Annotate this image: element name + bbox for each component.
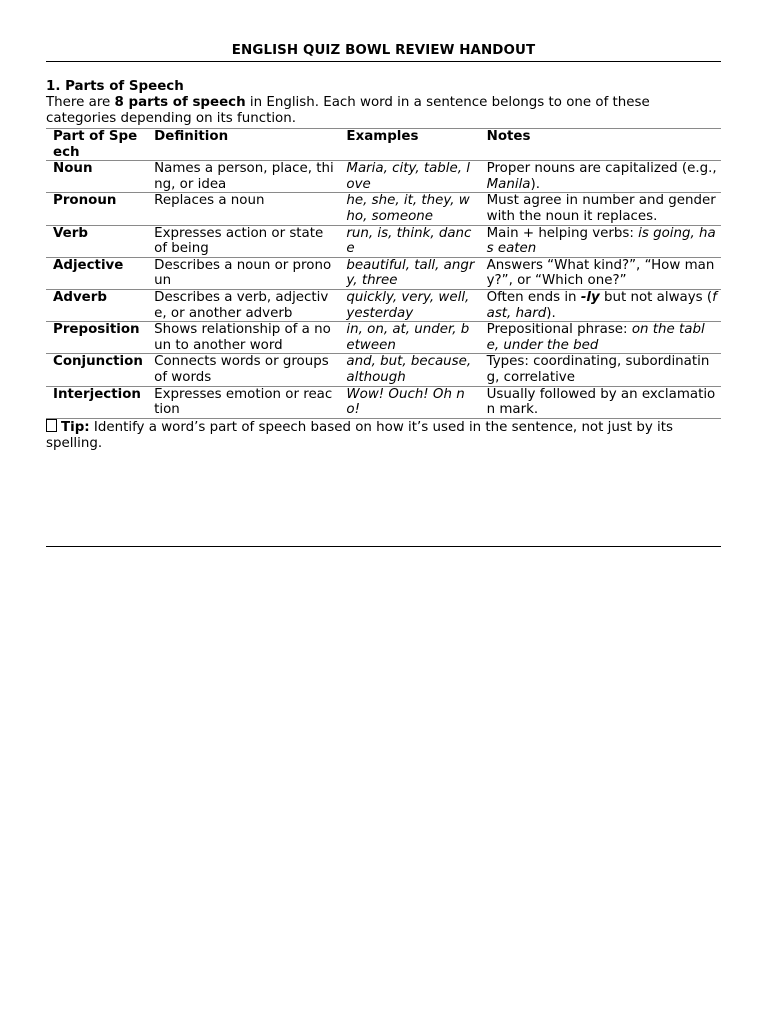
section-intro (46, 95, 721, 127)
part-cell: Preposition (46, 322, 147, 354)
notes-text: ). (530, 176, 541, 192)
part-cell: Adverb (46, 289, 147, 321)
intro-emphasis: 8 parts of speech (114, 95, 246, 110)
notes-cell (480, 322, 721, 354)
examples-cell: in, on, at, under, between (339, 322, 479, 354)
definition-cell: Expresses emotion or reaction (147, 386, 339, 418)
definition-cell: Connects words or groups of words (147, 354, 339, 386)
definition-cell: Describes a verb, adjective, or another adverb (147, 289, 339, 321)
column-header-examples: Examples (339, 129, 479, 161)
tip-label: Tip: (61, 419, 90, 435)
document-title: ENGLISH QUIZ BOWL REVIEW HANDOUT (231, 43, 536, 58)
column-header-notes: Notes (480, 129, 721, 161)
examples-cell: he, she, it, they, who, someone (339, 193, 479, 225)
examples-cell: and, but, because, although (339, 354, 479, 386)
notes-cell (480, 225, 721, 257)
notes-cell (480, 193, 721, 225)
notes-text: -ly (580, 289, 600, 305)
title-divider (46, 61, 721, 62)
examples-cell: beautiful, tall, angry, three (339, 257, 479, 289)
notes-text: on the table, under the bed (486, 322, 705, 353)
examples-cell: quickly, very, well, yesterday (339, 289, 479, 321)
notes-text: Usually followed by an exclamation mark. (486, 386, 716, 418)
table-row (46, 289, 721, 321)
notes-cell (480, 161, 721, 193)
notes-text: Often ends in (486, 289, 581, 305)
parts-of-speech-section (46, 79, 721, 452)
notes-text: ). (546, 305, 556, 321)
tip-note (46, 419, 721, 452)
section-heading: 1. Parts of Speech (46, 79, 184, 94)
definition-cell: Shows relationship of a noun to another word (147, 322, 339, 354)
parts-of-speech-table (46, 128, 721, 419)
notes-text: Answers “What kind?”, “How many?”, or “Which one?” (486, 257, 715, 289)
column-header-part: Part of Speech (46, 129, 147, 161)
part-cell: Pronoun (46, 193, 147, 225)
notes-text: is going, has eaten (486, 225, 716, 257)
table-body (46, 161, 721, 419)
notes-text: Prepositional phrase: (486, 322, 632, 338)
tip-text: Identify a word’s part of speech based on how it’s used in the sentence, not just by its spelling. (46, 419, 673, 451)
notes-text: Main + helping verbs: (486, 225, 639, 241)
part-cell: Noun (46, 161, 147, 193)
notes-text: Proper nouns are capitalized (e.g., (486, 161, 717, 177)
part-cell: Adjective (46, 257, 147, 289)
part-cell: Conjunction (46, 354, 147, 386)
notes-text: but not always ( (599, 289, 713, 305)
intro-text-start: There are (46, 95, 115, 110)
table-row (46, 225, 721, 257)
examples-cell: Wow! Ouch! Oh no! (339, 386, 479, 418)
notes-cell (480, 289, 721, 321)
definition-cell: Expresses action or state of being (147, 225, 339, 257)
table-header-row (46, 129, 721, 161)
definition-cell: Describes a noun or pronoun (147, 257, 339, 289)
notes-text: Must agree in number and gender with the noun it replaces. (486, 193, 716, 224)
intro-text-end: in English. Each word in a sentence belongs to one of these categories depending on its function. (46, 95, 650, 126)
examples-cell: run, is, think, dance (339, 225, 479, 257)
table-row (46, 354, 721, 386)
part-cell: Interjection (46, 386, 147, 418)
table-row (46, 386, 721, 418)
definition-cell: Names a person, place, thing, or idea (147, 161, 339, 193)
notes-cell (480, 354, 721, 386)
bottom-divider (46, 546, 721, 547)
column-header-definition: Definition (147, 129, 339, 161)
lightbulb-icon (46, 419, 57, 432)
notes-text: Types: coordinating, subordinating, correlative (486, 354, 710, 385)
table-row (46, 193, 721, 225)
notes-cell (480, 386, 721, 418)
examples-cell: Maria, city, table, love (339, 161, 479, 193)
notes-text: Manila (486, 176, 531, 192)
notes-cell (480, 257, 721, 289)
table-row (46, 161, 721, 193)
table-row (46, 322, 721, 354)
part-cell: Verb (46, 225, 147, 257)
definition-cell: Replaces a noun (147, 193, 339, 225)
table-row (46, 257, 721, 289)
notes-text: fast, hard (486, 289, 717, 321)
